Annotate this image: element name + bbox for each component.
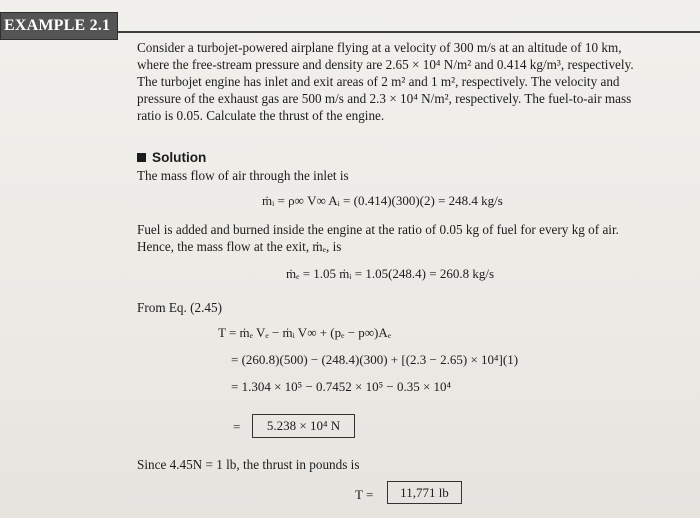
example-banner (0, 12, 118, 40)
problem-line-5: ratio is 0.05. Calculate the thrust of the engine. (137, 108, 385, 123)
fuel-text-line-2: Hence, the mass flow at the exit, ṁₑ, is (137, 239, 342, 254)
problem-line-4: pressure of the exhaust gas are 500 m/s and 2.3 × 10⁴ N/m², respectively. The fuel-to-air mass (137, 91, 632, 106)
fuel-text-line-1: Fuel is added and burned inside the engine at the ratio of 0.05 kg of fuel for every kg of air. (137, 222, 619, 237)
thrust-result-box (252, 414, 355, 438)
example-label: EXAMPLE 2.1 (4, 17, 111, 34)
thrust-pounds-box (387, 481, 462, 504)
thrust-substitution: = (260.8)(500) − (248.4)(300) + [(2.3 − 2.65) × 10⁴](1) (231, 352, 519, 367)
bullet-square-icon (137, 153, 146, 162)
mass-flow-inlet-equation: ṁᵢ = ρ∞ V∞ Aᵢ = (0.414)(300)(2) = 248.4 kg/s (262, 193, 503, 208)
from-equation-label: From Eq. (2.45) (137, 300, 222, 315)
header-rule (118, 31, 700, 33)
thrust-expansion: = 1.304 × 10⁵ − 0.7452 × 10⁵ − 0.35 × 10⁴ (231, 379, 452, 394)
pounds-label: T = (355, 487, 374, 502)
thrust-result-value: 5.238 × 10⁴ N (266, 418, 341, 433)
mass-flow-exit-equation: ṁₑ = 1.05 ṁᵢ = 1.05(248.4) = 260.8 kg/s (286, 266, 495, 281)
result-equals: = (233, 419, 241, 434)
since-text: Since 4.45N = 1 lb, the thrust in pounds is (137, 457, 360, 472)
problem-line-2: where the free-stream pressure and density are 2.65 × 10⁴ N/m² and 0.414 kg/m³, respectively. (137, 57, 634, 72)
solution-heading: Solution (137, 150, 206, 165)
problem-line-1: Consider a turbojet-powered airplane flying at a velocity of 300 m/s at an altitude of 10 km, (137, 40, 622, 55)
problem-line-3: The turbojet engine has inlet and exit areas of 2 m² and 1 m², respectively. The velocity and (137, 74, 620, 89)
thrust-equation: T = ṁₑ Vₑ − ṁᵢ V∞ + (pₑ − p∞)Aₑ (218, 325, 392, 340)
thrust-pounds-value: 11,771 lb (400, 485, 449, 500)
solution-intro: The mass flow of air through the inlet is (137, 168, 349, 183)
